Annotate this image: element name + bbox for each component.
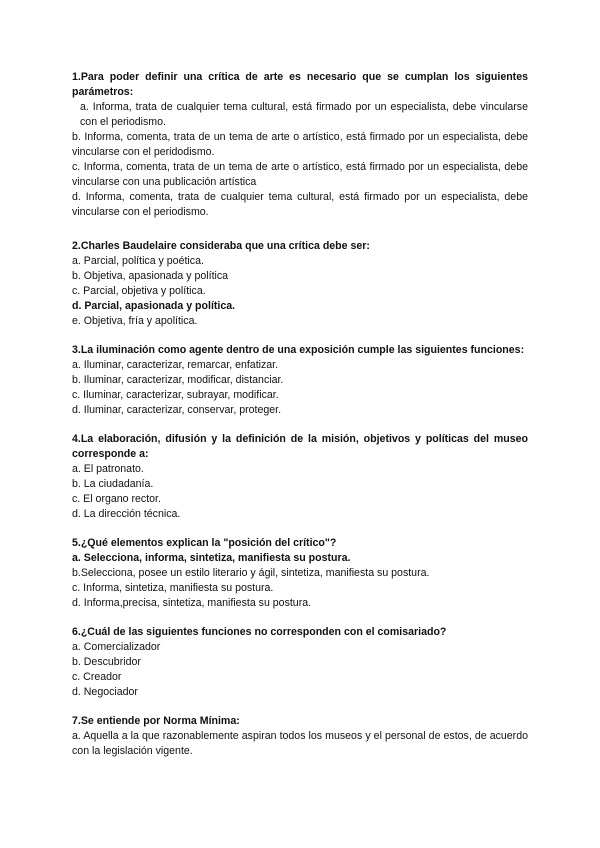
question-title: 3.La iluminación como agente dentro de una exposición cumple las siguientes funciones: (72, 344, 525, 356)
answer-option: a. Comercializador (72, 641, 161, 653)
question-5 (72, 536, 528, 611)
answer-option: c. Parcial, objetiva y política. (72, 285, 206, 297)
answer-option: a. Informa, trata de cualquier tema cultural, está firmado por un especialista, debe vincularse con el periodismo. (80, 101, 528, 128)
answer-option: d. Informa,precisa, sintetiza, manifiesta su postura. (72, 597, 312, 609)
question-7 (72, 714, 528, 759)
answer-option: b. Objetiva, apasionada y política (72, 270, 229, 282)
question-6 (72, 625, 528, 700)
answer-option: c. Informa, sintetiza, manifiesta su postura. (72, 582, 274, 594)
answer-option: b. Descubridor (72, 656, 141, 668)
answer-option: d. Informa, comenta, trata de cualquier tema cultural, está firmado por un especialista, debe vincularse con el periodismo. (72, 191, 528, 218)
answer-option: a. Aquella a la que razonablemente aspiran todos los museos y el personal de estos, de acuerdo con la legislación vigente. (72, 730, 528, 757)
question-title: 5.¿Qué elementos explican la "posición del crítico"? (72, 537, 337, 549)
answer-option: b. Iluminar, caracterizar, modificar, distanciar. (72, 374, 284, 386)
question-2 (72, 239, 528, 329)
answer-option: d. Iluminar, caracterizar, conservar, proteger. (72, 404, 282, 416)
answer-option-highlighted: d. Parcial, apasionada y política. (72, 300, 236, 312)
answer-option: a. Parcial, política y poética. (72, 255, 204, 267)
question-4 (72, 432, 528, 522)
question-title: 4.La elaboración, difusión y la definición de la misión, objetivos y políticas del museo corresponde a: (72, 433, 528, 460)
answer-option: c. Iluminar, caracterizar, subrayar, modificar. (72, 389, 279, 401)
answer-option: b. La ciudadanía. (72, 478, 154, 490)
question-title: 6.¿Cuál de las siguientes funciones no corresponden con el comisariado? (72, 626, 447, 638)
answer-option: c. Creador (72, 671, 122, 683)
answer-option: a. El patronato. (72, 463, 144, 475)
answer-option: d. La dirección técnica. (72, 508, 181, 520)
answer-option: a. Iluminar, caracterizar, remarcar, enfatizar. (72, 359, 279, 371)
answer-option: e. Objetiva, fría y apolítica. (72, 315, 198, 327)
answer-option: b. Informa, comenta, trata de un tema de arte o artístico, está firmado por un especialista, debe vincularse con el peridodismo. (72, 131, 528, 158)
question-1 (72, 70, 528, 220)
answer-option-highlighted: a. Selecciona, informa, sintetiza, manifiesta su postura. (72, 552, 351, 564)
question-title: 7.Se entiende por Norma Mínima: (72, 715, 240, 727)
answer-option: c. Informa, comenta, trata de un tema de arte o artístico, está firmado por un especialista, debe vincularse con una publicación artística (72, 161, 528, 188)
answer-option: b.Selecciona, posee un estilo literario y ágil, sintetiza, manifiesta su postura. (72, 567, 430, 579)
document-page (72, 70, 528, 773)
question-title: 1.Para poder definir una crítica de arte es necesario que se cumplan los siguientes parámetros: (72, 71, 528, 98)
answer-option: d. Negociador (72, 686, 138, 698)
answer-option: c. El organo rector. (72, 493, 161, 505)
question-3 (72, 343, 528, 418)
question-title: 2.Charles Baudelaire consideraba que una crítica debe ser: (72, 240, 370, 252)
